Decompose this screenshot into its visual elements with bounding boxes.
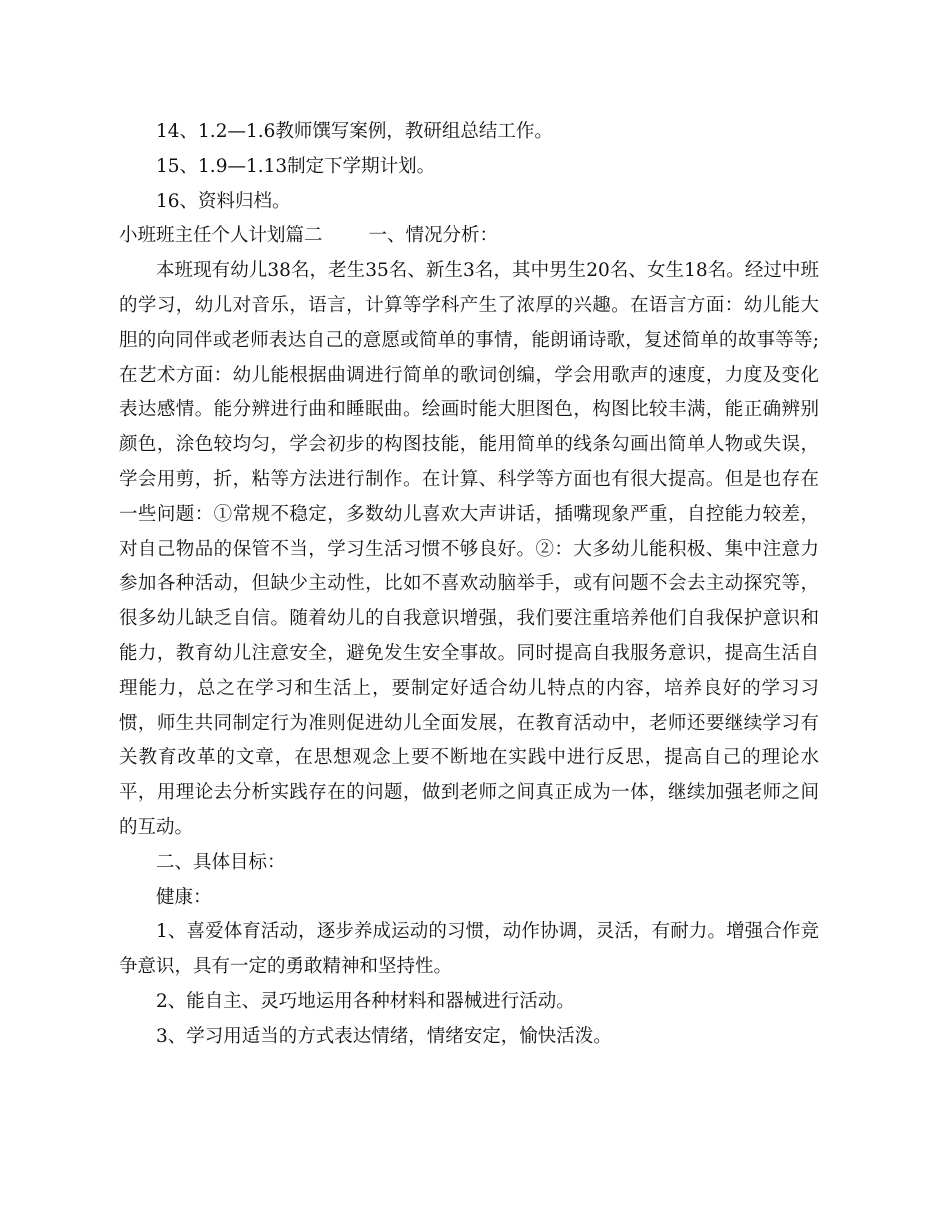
health-heading: 健康： [156, 886, 212, 908]
schedule-item-14: 14、1.2—1.6教师馔写案例，教研组总结工作。 [156, 121, 553, 142]
health-item-1: 1、喜爱体育活动，逐步养成运动的习惯，动作协调，灵活，有耐力。增强合作竞争意识，具有一定的勇敢精神和坚持性。 [119, 921, 819, 978]
section-title: 小班班主任个人计划篇二 [119, 225, 323, 247]
analysis-paragraph: 本班现有幼儿38名，老生35名、新生3名，其中男生20名、女生18名。经过中班的学习，幼儿对音乐，语言，计算等学科产生了浓厚的兴趣。在语言方面：幼儿能大胆的向同伴或老师表达自己的意愿或简单的事情，能朗诵诗歌，复述简单的故事等等;在艺术方面：幼儿能根据曲调进行简单的歌词创编，学会用歌声的速度，力度及变化表达感情。能分辨进行曲和睡眠曲。绘画时能大胆图色，构图比较丰满，能正确辨别颜色，涂色较均匀，学会初步的构图技能，能用简单的线条勾画出简单人物或失误，学会用剪，折，粘等方法进行制作。在计算、科学等方面也有很大提高。但是也存在一些问题：①常规不稳定，多数幼儿喜欢大声讲话，插嘴现象严重，自控能力较差，对自己物品的保管不当，学习生活习惯不够良好。②：大多幼儿能积极、集中注意力参加各种活动，但缺少主动性，比如不喜欢动脑举手，或有问题不会去主动探究等，很多幼儿缺乏自信。随着幼儿的自我意识增强，我们要注重培养他们自我保护意识和能力，教育幼儿注意安全，避免发生安全事故。同时提高自我服务意识，提高生活自理能力，总之在学习和生活上，要制定好适合幼儿特点的内容，培养良好的学习习惯，师生共同制定行为准则促进幼儿全面发展，在教育活动中，老师还要继续学习有关教育改革的文章，在思想观念上要不断地在实践中进行反思，提高自己的理论水平，用理论去分析实践存在的问题，做到老师之间真正成为一体，继续加强老师之间的互动。 [119, 260, 819, 838]
document-body [119, 115, 819, 1055]
section-heading [119, 219, 819, 254]
schedule-item-15: 15、1.9—1.13制定下学期计划。 [156, 155, 436, 177]
health-item-3: 3、学习用适当的方式表达情绪，情绪安定，愉快活泼。 [156, 1025, 612, 1047]
goals-heading: 二、具体目标： [156, 851, 286, 873]
schedule-item-16: 16、资料归档。 [156, 190, 291, 212]
health-item-2: 2、能自主、灵巧地运用各种材料和器械进行活动。 [156, 990, 575, 1012]
section-subtitle: 一、情况分析： [368, 225, 499, 247]
